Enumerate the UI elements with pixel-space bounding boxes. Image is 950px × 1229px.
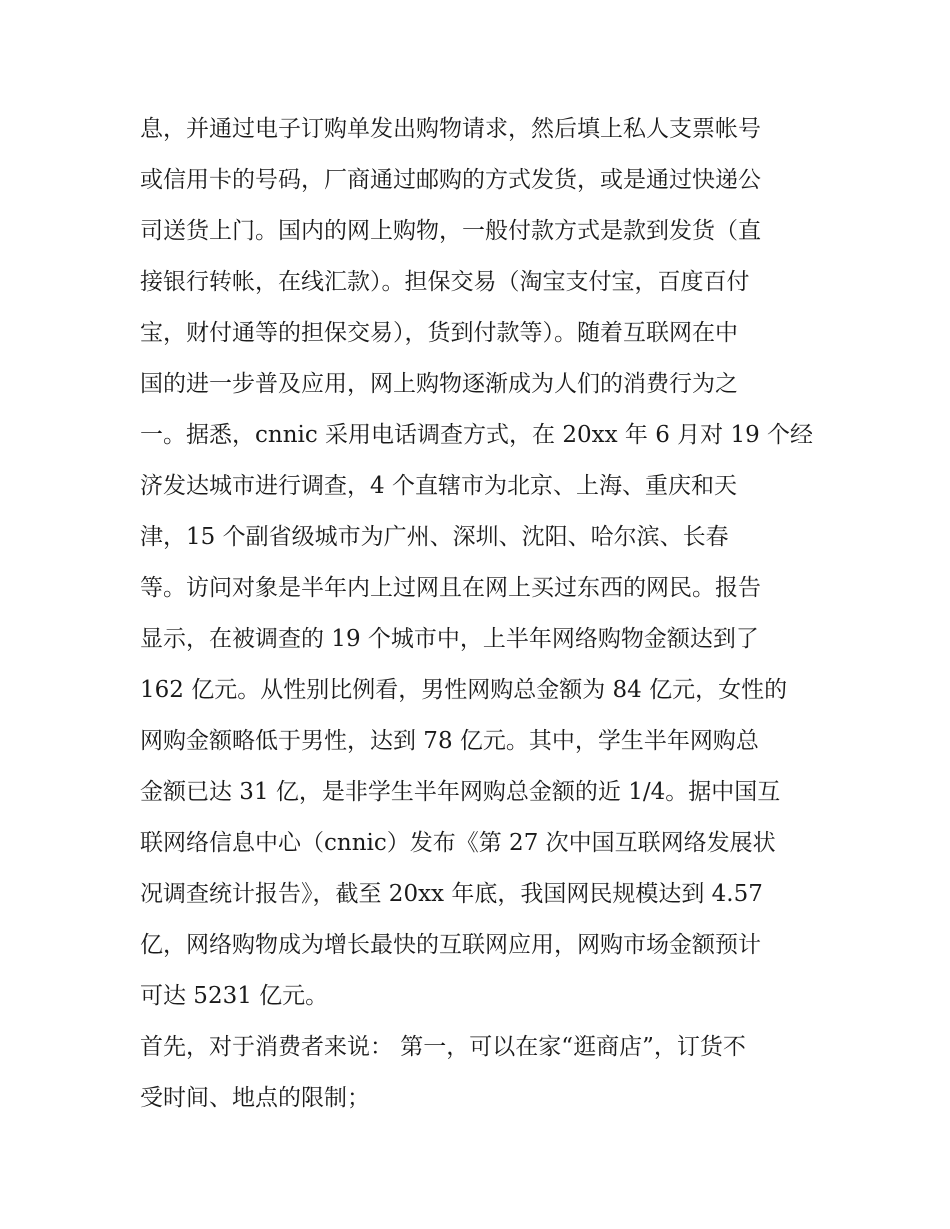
text-line: 金额已达 31 亿，是非学生半年网购总金额的近 1/4。据中国互 [140,779,781,805]
text-line: 受时间、地点的限制； [140,1085,370,1111]
text-line: 网购金额略低于男性，达到 78 亿元。其中，学生半年网购总 [140,728,759,754]
text-line: 可达 5231 亿元。 [140,983,329,1009]
text-line: 况调查统计报告》，截至 20xx 年底，我国网民规模达到 4.57 [140,881,763,907]
text-line: 息，并通过电子订购单发出购物请求，然后填上私人支票帐号 [140,116,761,142]
text-line: 或信用卡的号码，厂商通过邮购的方式发货，或是通过快递公 [140,167,761,193]
text-line: 等。访问对象是半年内上过网且在网上买过东西的网民。报告 [140,575,761,601]
text-line: 联网络信息中心（cnnic）发布《第 27 次中国互联网络发展状 [140,830,776,856]
text-line: 济发达城市进行调查，4 个直辖市为北京、上海、重庆和天 [140,473,737,499]
text-line: 接银行转帐，在线汇款）。担保交易（淘宝支付宝，百度百付 [140,269,750,295]
text-line: 宝，财付通等的担保交易），货到付款等）。随着互联网在中 [140,320,738,346]
text-line: 162 亿元。从性别比例看，男性网购总金额为 84 亿元，女性的 [140,677,788,703]
text-line: 国的进一步普及应用，网上购物逐渐成为人们的消费行为之 [140,371,738,397]
text-line: 显示，在被调查的 19 个城市中，上半年网络购物金额达到了 [140,626,759,652]
text-line: 一。据悉，cnnic 采用电话调查方式，在 20xx 年 6 月对 19 个经 [140,422,814,448]
text-line: 首先，对于消费者来说： 第一，可以在家“逛商店”，订货不 [140,1034,746,1060]
text-line: 亿，网络购物成为增长最快的互联网应用，网购市场金额预计 [140,932,761,958]
text-line: 津，15 个副省级城市为广州、深圳、沈阳、哈尔滨、长春 [140,524,729,550]
text-line: 司送货上门。国内的网上购物，一般付款方式是款到发货（直 [140,218,761,244]
